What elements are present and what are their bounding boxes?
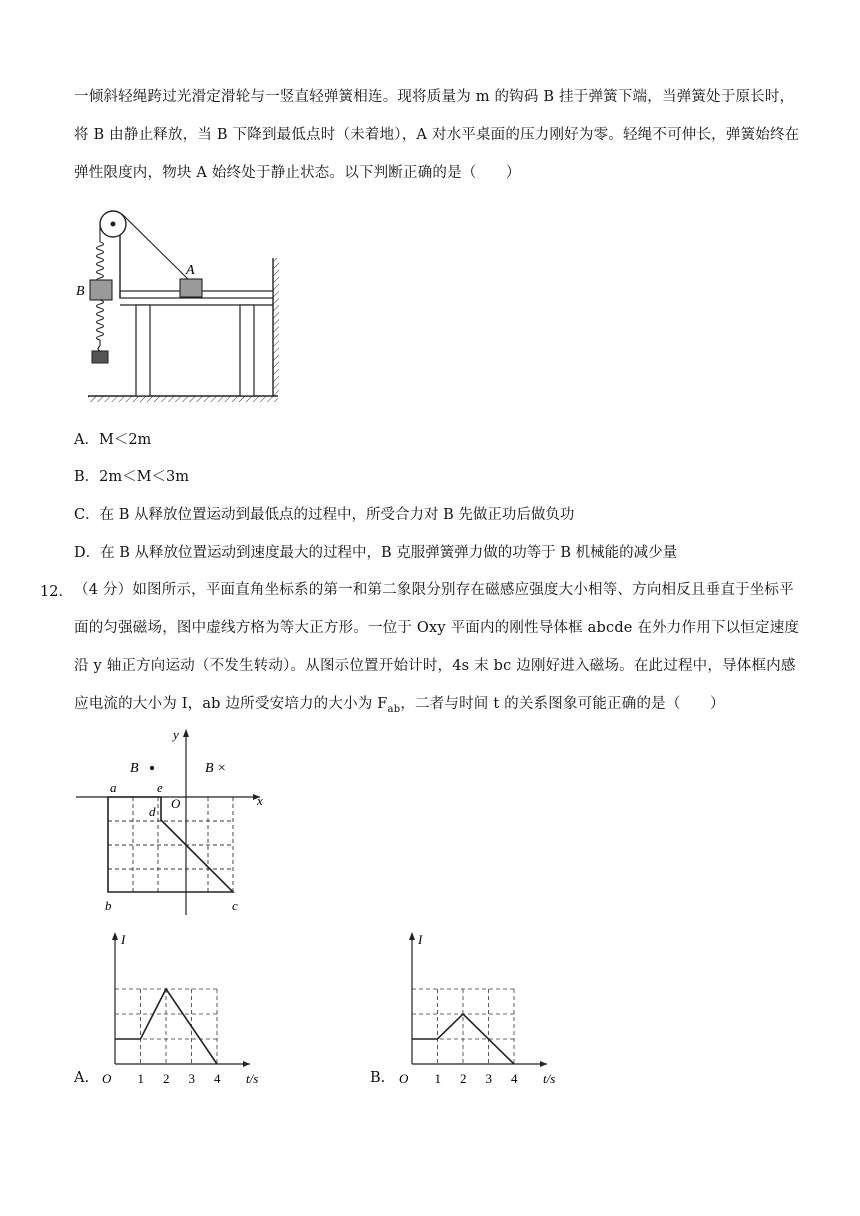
rope xyxy=(122,214,188,279)
q12-stem-text: ，二者与时间 t 的关系图象可能正确的是（ ） xyxy=(400,696,725,712)
y-axis-arrow-icon xyxy=(183,729,189,737)
block-b xyxy=(90,280,112,300)
q12-coordinate-figure xyxy=(70,725,280,915)
origin-label: O xyxy=(171,796,181,811)
q12-stem-line: 沿 y 轴正方向运动（不发生转动）。从图示位置开始计时，4s 末 bc 边刚好进入磁场。在此过程中，导体框内感 xyxy=(74,658,796,674)
vertex-b: b xyxy=(105,898,112,913)
upper-spring xyxy=(97,242,104,282)
block-a xyxy=(180,279,202,297)
choice-a-graph[interactable] xyxy=(100,928,280,1088)
choice-a-label[interactable]: A. xyxy=(74,1070,90,1086)
table-leg xyxy=(240,305,254,396)
y-axis-label: y xyxy=(173,727,179,742)
field-out-of-page-icon xyxy=(150,766,154,770)
vertex-e: e xyxy=(157,780,163,795)
choice-b-label[interactable]: B. xyxy=(370,1070,386,1086)
graph-xlabel: t/s xyxy=(543,1071,556,1086)
graph-tick-label: 2 xyxy=(163,1071,170,1086)
lower-spring xyxy=(97,300,104,346)
graph-tick-label: 3 xyxy=(188,1071,195,1086)
dashed-grid xyxy=(108,797,233,892)
graph-i-axis-arrow-icon xyxy=(112,932,118,940)
conductor-frame xyxy=(108,797,233,892)
choice-b-graph[interactable] xyxy=(397,928,577,1088)
q11-option-b[interactable]: B．2m＜M＜3m xyxy=(74,469,189,485)
subscript-ab: ab xyxy=(387,703,401,715)
q12-number: 12． xyxy=(40,584,73,600)
hook-weight xyxy=(92,351,108,363)
graph-ylabel: I xyxy=(418,932,423,947)
label-a: A xyxy=(186,263,195,278)
vertex-c: c xyxy=(232,898,238,913)
q11-stem-line: 一倾斜轻绳跨过光滑定滑轮与一竖直轻弹簧相连。现将质量为 m 的钩码 B 挂于弹簧下端，当弹簧处于原长时， xyxy=(74,89,795,105)
q11-option-a[interactable]: A．M＜2m xyxy=(74,432,152,448)
graph-i-axis-arrow-icon xyxy=(409,932,415,940)
pulley-axle xyxy=(111,222,116,227)
graph-tick-label: 3 xyxy=(485,1071,492,1086)
q11-option-d[interactable]: D．在 B 从释放位置运动到速度最大的过程中，B 克服弹簧弹力做的功等于 B 机械能的减少量 xyxy=(74,545,678,561)
graph-t-axis-arrow-icon xyxy=(243,1061,250,1067)
ground-hatch xyxy=(88,396,278,402)
graph-t-axis-arrow-icon xyxy=(540,1061,547,1067)
graph-tick-label: 1 xyxy=(434,1071,441,1086)
q12-stem-line: 面的匀强磁场，图中虚线方格为等大正方形。一位于 Oxy 平面内的刚性导体框 abcde 在外力作用下以恒定速度 xyxy=(74,620,800,636)
q11-stem-line: 将 B 由静止释放，当 B 下降到最低点时（未着地），A 对水平桌面的压力刚好为零。轻绳不可伸长，弹簧始终在 xyxy=(74,127,800,143)
vertex-a: a xyxy=(110,780,117,795)
graph-tick-label: 2 xyxy=(460,1071,467,1086)
q12-stem-line xyxy=(74,685,804,729)
graph-ylabel: I xyxy=(121,932,126,947)
q12-stem xyxy=(74,571,804,729)
field-right-label: B × xyxy=(205,761,227,776)
wall-hatch xyxy=(273,258,279,396)
field-left-label: B xyxy=(130,761,139,776)
q11-option-c[interactable]: C．在 B 从释放位置运动到最低点的过程中，所受合力对 B 先做正功后做负功 xyxy=(74,507,575,523)
graph-tick-label: 4 xyxy=(214,1071,221,1086)
q11-stem xyxy=(74,78,804,192)
table-leg xyxy=(136,305,150,396)
q12-stem-text: 应电流的大小为 I，ab 边所受安培力的大小为 F xyxy=(74,696,388,712)
x-axis-label: x xyxy=(257,793,263,808)
label-b: B xyxy=(76,284,85,299)
q11-stem-line: 弹性限度内，物块 A 始终处于静止状态。以下判断正确的是（ ） xyxy=(74,165,521,181)
q12-stem-line: （4 分）如图所示，平面直角坐标系的第一和第二象限分别存在磁感应强度大小相等、方向相反且垂直于坐标平 xyxy=(74,582,794,598)
graph-xlabel: t/s xyxy=(246,1071,259,1086)
q11-figure xyxy=(76,200,290,410)
graph-tick-label: O xyxy=(399,1071,409,1086)
graph-tick-label: O xyxy=(102,1071,112,1086)
vertex-d: d xyxy=(149,804,156,819)
graph-tick-label: 4 xyxy=(511,1071,518,1086)
hook xyxy=(98,346,100,351)
graph-tick-label: 1 xyxy=(137,1071,144,1086)
